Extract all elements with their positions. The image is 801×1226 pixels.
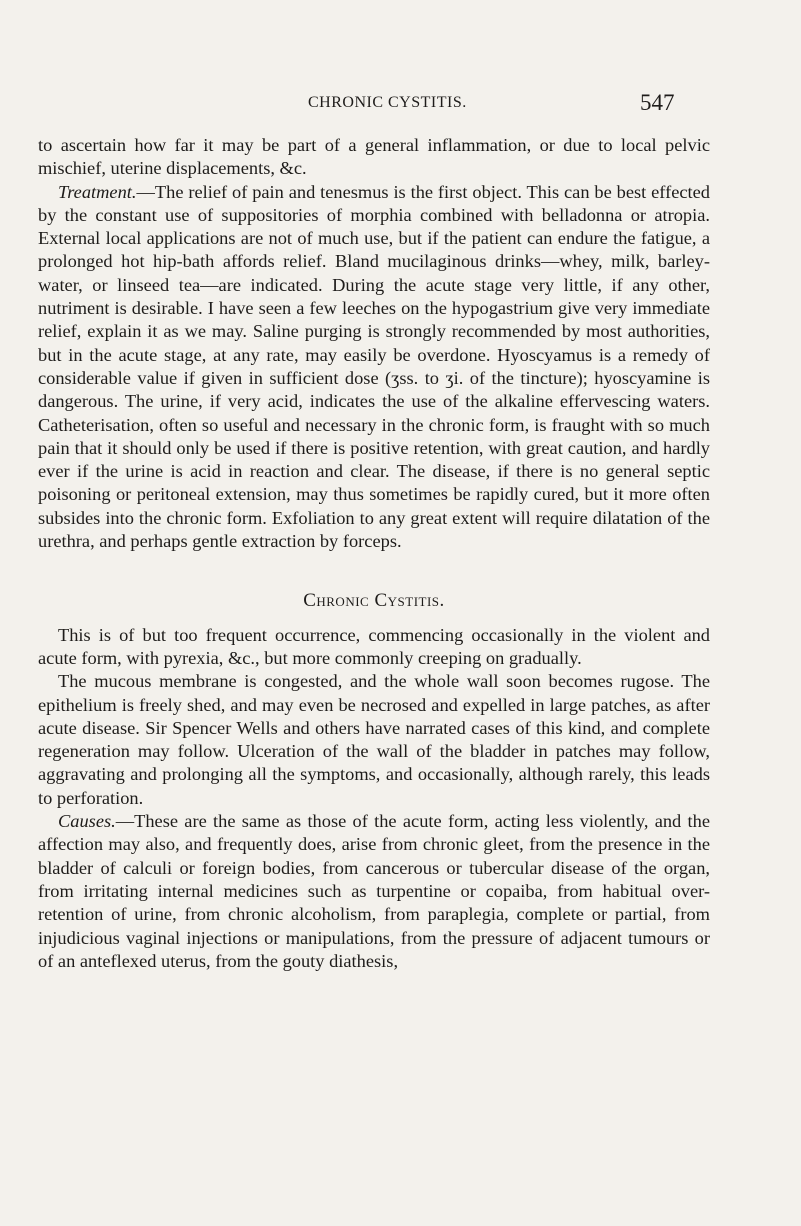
paragraph-intro: This is of but too frequent occurrence, commencing occasionally in the violent and acute form, with pyrexia, &c., but more commonly creeping on gradually. [38, 624, 710, 668]
paragraph-treatment [38, 181, 710, 554]
treatment-lead: Treatment. [58, 181, 137, 202]
causes-lead: Causes. [58, 811, 116, 832]
treatment-text: —The relief of pain and tenesmus is the first object. This can be best effected by the constant use of suppositories of morphia combined with belladonna or atropia. External local applications are not of much use, but if the patient can endure the fatigue, a prolonged hot hip-bath affords relief. Bland mucilaginous drinks—whey, milk, barley-water, or linseed tea—are indicated. During the acute stage very little, if any other, nutriment is desirable. I have seen a few leeches on the hypogastrium give very immediate relief, explain it as we may. Saline purging is strongly recommended by most authorities, but in the acute stage, at any rate, may easily be overdone. Hyoscyamus is a remedy of considerable value if given in sufficient dose (ʒss. to ʒi. of the tincture); hyoscyamine is dangerous. The urine, if very acid, indicates the use of the alkaline effervescing waters. Catheterisation, often so useful and necessary in the chronic form, is fraught with so much pain that it should only be used if there is positive retention, with great caution, and hardly ever if the urine is acid in reaction and clear. The disease, if there is no general septic poisoning or peritoneal extension, may thus sometimes be rapidly cured, but it more often subsides into the chronic form. Exfoliation to any great extent will require dilatation of the urethra, and perhaps gentle extraction by forceps. [38, 181, 710, 552]
section-heading: Chronic Cystitis. [303, 590, 445, 612]
paragraph-continuation: to ascertain how far it may be part of a general inflammation, or due to local pelvic mischief, uterine displacements, &c. [38, 135, 710, 179]
running-title: CHRONIC CYSTITIS. [308, 94, 467, 111]
body-text [38, 134, 710, 973]
paragraph-causes [38, 810, 710, 973]
paragraph-pathology: The mucous membrane is congested, and the whole wall soon becomes rugose. The epithelium is freely shed, and may even be necrosed and expelled in large patches, as after acute disease. Sir Spencer Wells and others have narrated cases of this kind, and complete regeneration may follow. Ulceration of the wall of the bladder in patches may follow, aggravating and prolonging all the symptoms, and occasionally, although rarely, this leads to perforation. [38, 671, 710, 808]
page-number: 547 [640, 90, 675, 115]
running-head [0, 90, 801, 120]
causes-text: —These are the same as those of the acute form, acting less violently, and the affection may also, and frequently does, arise from chronic gleet, from the presence in the bladder of calculi or foreign bodies, from cancerous or tubercular disease of the organ, from irritating internal medicines such as turpentine or copaiba, from habitual over-retention of urine, from chronic alcoholism, from paraplegia, complete or partial, from injudicious vaginal injections or manipulations, from the pressure of adjacent tumours or of an anteflexed uterus, from the gouty diathesis, [38, 811, 710, 971]
